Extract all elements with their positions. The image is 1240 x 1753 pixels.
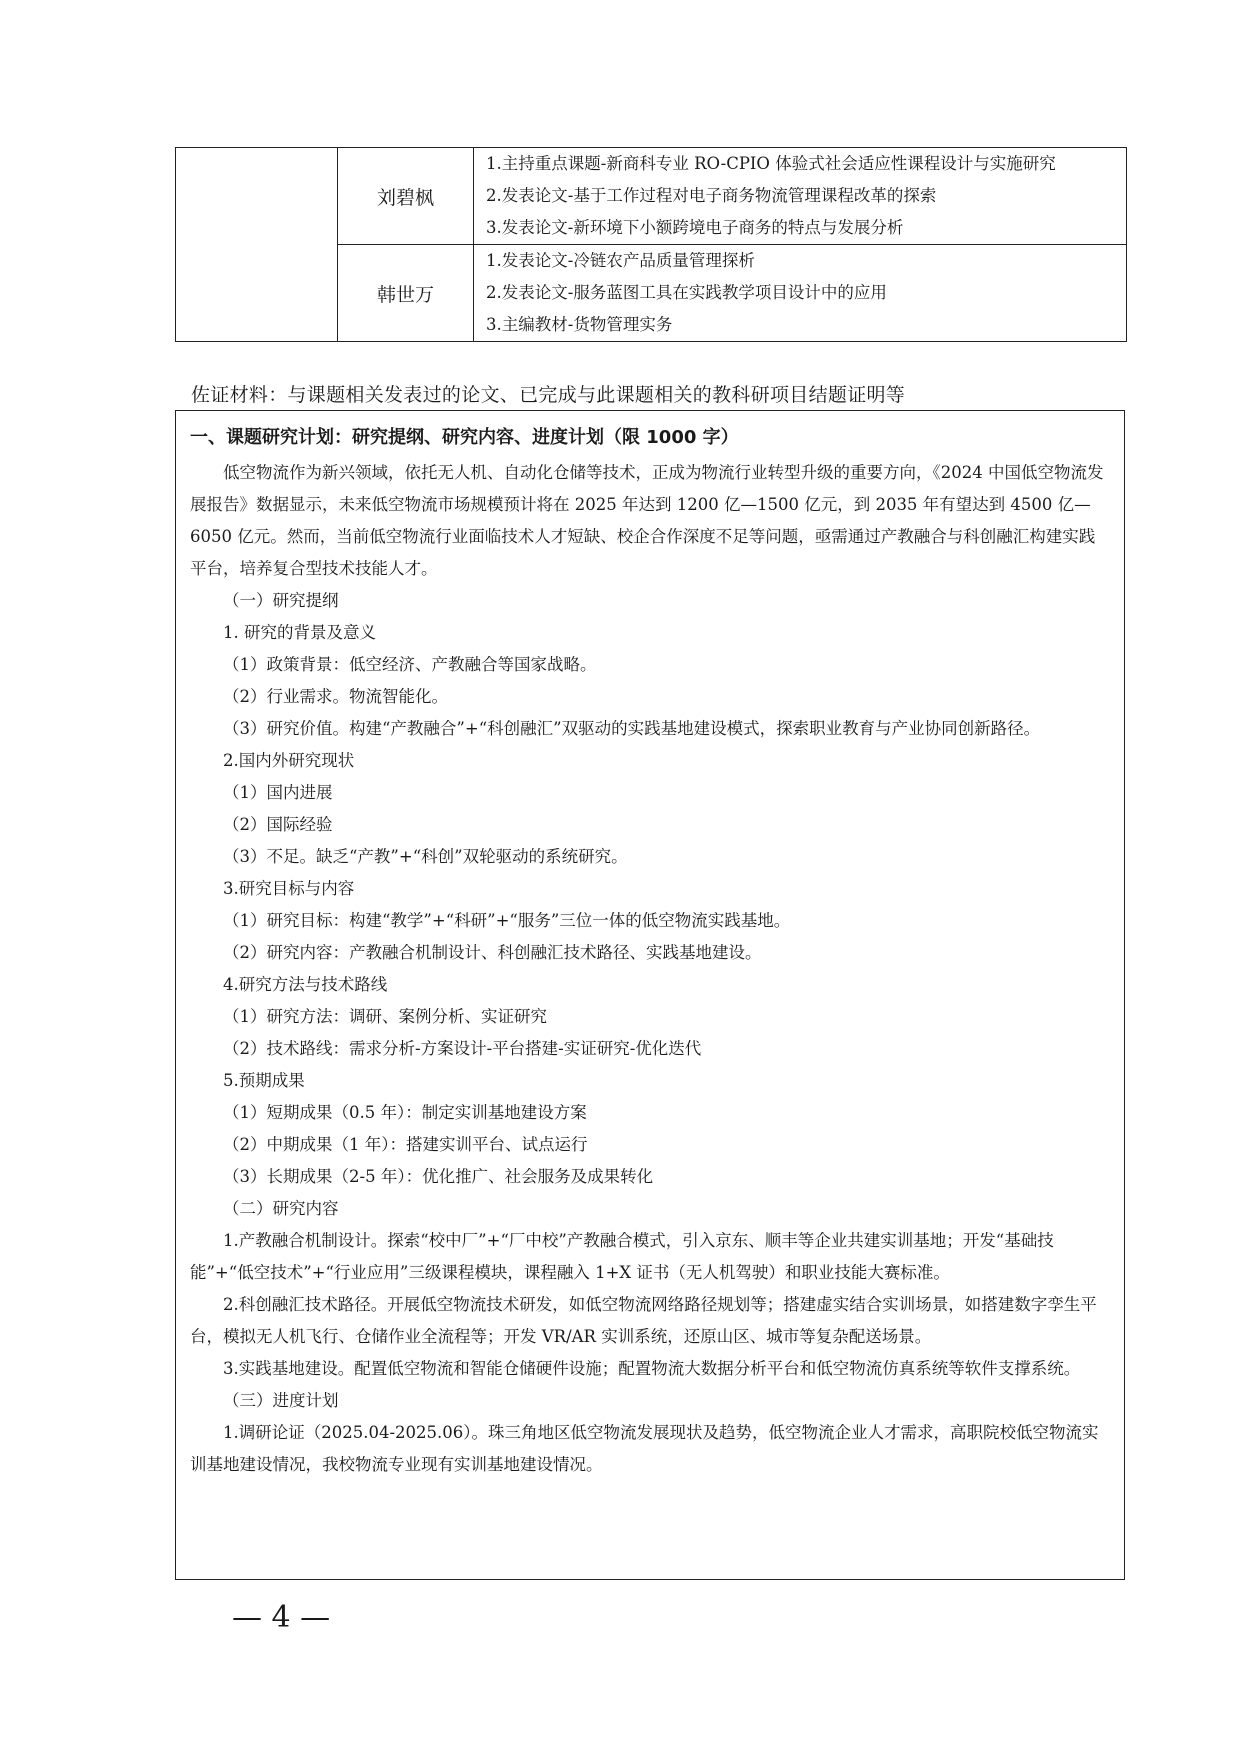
achievement-item: 1.发表论文-冷链农产品质量管理探析 <box>486 251 755 270</box>
plan-paragraph: （1）短期成果（0.5 年）：制定实训基地建设方案 <box>223 1103 587 1122</box>
achievement-item: 1.主持重点课题-新商科专业 RO-CPIO 体验式社会适应性课程设计与实施研究 <box>486 154 1056 173</box>
plan-paragraph: 1. 研究的背景及意义 <box>223 623 376 642</box>
plan-paragraph: 2.科创融汇技术路径。开展低空物流技术研发，如低空物流网络路径规划等；搭建虚实结合实训场景，如搭建数字孪生平台，模拟无人机飞行、仓储作业全流程等；开发 VR/AR 实训系统，还原山区、城市等复杂配送场景。 <box>190 1295 1097 1346</box>
plan-paragraph: （1）研究方法：调研、案例分析、实证研究 <box>223 1007 547 1026</box>
evidence-label: 佐证材料：与课题相关发表过的论文、已完成与此课题相关的教科研项目结题证明等 <box>191 384 906 406</box>
plan-paragraph: （3）长期成果（2-5 年）：优化推广、社会服务及成果转化 <box>223 1167 654 1186</box>
empty-label-cell <box>176 148 338 342</box>
plan-paragraph: （2）国际经验 <box>223 815 333 834</box>
plan-paragraph: 3.研究目标与内容 <box>223 879 355 898</box>
plan-paragraph: 5.预期成果 <box>223 1071 305 1090</box>
plan-paragraph: （一）研究提纲 <box>223 591 339 610</box>
plan-paragraph: （3）不足。缺乏“产教”+“科创”双轮驱动的系统研究。 <box>223 847 628 866</box>
member-achievements-table <box>175 147 1127 342</box>
plan-paragraph: （三）进度计划 <box>223 1391 339 1410</box>
plan-paragraph: （2）行业需求。物流智能化。 <box>223 687 448 706</box>
plan-paragraph: （1）研究目标：构建“教学”+“科研”+“服务”三位一体的低空物流实践基地。 <box>223 911 791 930</box>
achievement-item: 3.主编教材-货物管理实务 <box>486 315 673 334</box>
plan-paragraph: 1.产教融合机制设计。探索“校中厂”+“厂中校”产教融合模式，引入京东、顺丰等企业共建实训基地；开发“基础技能”+“低空技术”+“行业应用”三级课程模块，课程融入 1+X 证书（无人机驾驶）和职业技能大赛标准。 <box>190 1231 1054 1282</box>
member-name: 刘碧枫 <box>338 148 474 245</box>
member-achievements <box>474 148 1127 245</box>
research-plan-box <box>175 410 1125 1580</box>
plan-paragraph: （1）政策背景：低空经济、产教融合等国家战略。 <box>223 655 597 674</box>
plan-paragraph: （3）研究价值。构建“产教融合”+“科创融汇”双驱动的实践基地建设模式，探索职业教育与产业协同创新路径。 <box>223 719 1041 738</box>
plan-paragraph: 4.研究方法与技术路线 <box>223 975 388 994</box>
plan-paragraph: （2）研究内容：产教融合机制设计、科创融汇技术路径、实践基地建设。 <box>223 943 762 962</box>
research-plan-body <box>190 457 1110 1481</box>
achievement-item: 2.发表论文-基于工作过程对电子商务物流管理课程改革的探索 <box>486 186 937 205</box>
member-name: 韩世万 <box>338 245 474 342</box>
member-achievements <box>474 245 1127 342</box>
plan-paragraph: （2）技术路线：需求分析-方案设计-平台搭建-实证研究-优化迭代 <box>223 1039 702 1058</box>
achievement-item: 3.发表论文-新环境下小额跨境电子商务的特点与发展分析 <box>486 218 904 237</box>
plan-paragraph: （2）中期成果（1 年）：搭建实训平台、试点运行 <box>223 1135 588 1154</box>
plan-paragraph: （二）研究内容 <box>223 1199 339 1218</box>
plan-paragraph: 3.实践基地建设。配置低空物流和智能仓储硬件设施；配置物流大数据分析平台和低空物流仿真系统等软件支撑系统。 <box>223 1359 1081 1378</box>
plan-paragraph: 2.国内外研究现状 <box>223 751 355 770</box>
table-row <box>176 148 1127 245</box>
plan-paragraph: 低空物流作为新兴领域，依托无人机、自动化仓储等技术，正成为物流行业转型升级的重要方向，《2024 中国低空物流发展报告》数据显示，未来低空物流市场规模预计将在 2025 年达到 1200 亿—1500 亿元，到 2035 年有望达到 4500 亿—6050 亿元。然而，当前低空物流行业面临技术人才短缺、校企合作深度不足等问题，亟需通过产教融合与科创融汇构建实践平台，培养复合型技术技能人才。 <box>190 463 1104 578</box>
plan-paragraph: 1.调研论证（2025.04-2025.06）。珠三角地区低空物流发展现状及趋势，低空物流企业人才需求，高职院校低空物流实训基地建设情况，我校物流专业现有实训基地建设情况。 <box>190 1423 1099 1474</box>
research-plan-title: 一、课题研究计划：研究提纲、研究内容、进度计划（限 1000 字） <box>190 427 739 448</box>
page-number: — 4 — <box>232 1600 331 1635</box>
achievement-item: 2.发表论文-服务蓝图工具在实践教学项目设计中的应用 <box>486 283 887 302</box>
plan-paragraph: （1）国内进展 <box>223 783 333 802</box>
